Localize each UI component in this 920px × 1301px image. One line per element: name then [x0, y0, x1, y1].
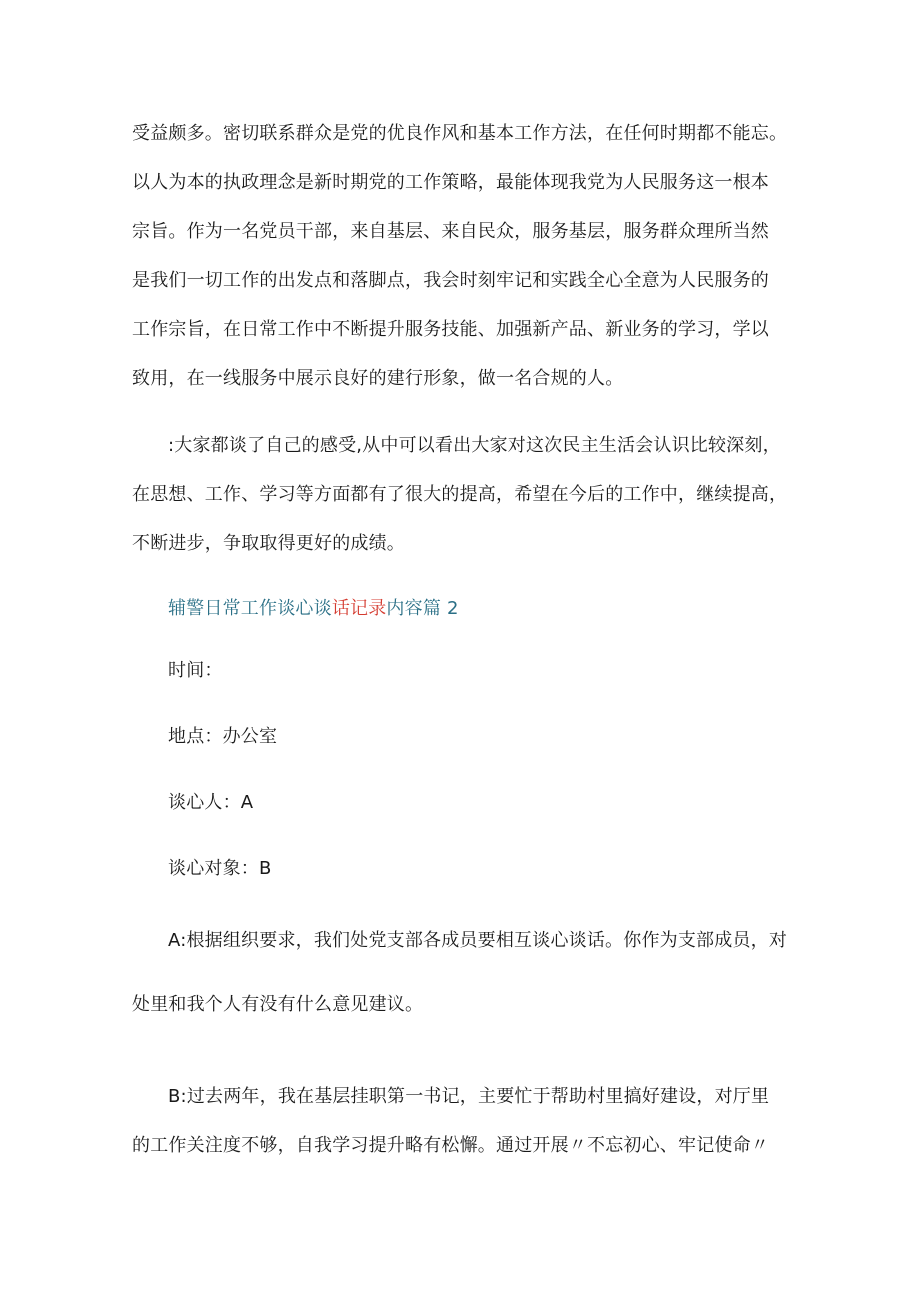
paragraph-3-line-2: 处里和我个人有没有什么意见建议。 [132, 994, 424, 1015]
paragraph-2-line-2: 在思想、工作、学习等方面都有了很大的提高，希望在今后的工作中，继续提高， [132, 484, 788, 505]
paragraph-1-line-6: 致用，在一线服务中展示良好的建行形象，做一名合规的人。 [132, 368, 624, 389]
heading-part-3: 内容篇 2 [386, 598, 459, 619]
paragraph-3-line-1: A:根据组织要求，我们处党支部各成员要相互谈心谈话。你作为支部成员，对 [168, 930, 788, 951]
meta-place: 地点：办公室 [168, 726, 278, 747]
paragraph-4-line-1: B:过去两年，我在基层挂职第一书记，主要忙于帮助村里搞好建设，对厅里 [168, 1086, 770, 1107]
paragraph-2-line-3: 不断进步，争取取得更好的成绩。 [132, 533, 405, 554]
paragraph-1-line-1: 受益颇多。密切联系群众是党的优良作风和基本工作方法，在任何时期都不能忘。 [132, 123, 788, 144]
meta-time: 时间： [168, 660, 223, 681]
meta-target: 谈心对象：B [168, 858, 272, 879]
section-heading [168, 597, 459, 621]
paragraph-4-line-2: 的工作关注度不够，自我学习提升略有松懈。通过开展〃不忘初心、牢记使命〃 [132, 1135, 769, 1156]
heading-part-1: 辅警日常工作谈心谈 [168, 598, 332, 619]
meta-talker: 谈心人：A [168, 792, 254, 813]
paragraph-1-line-2: 以人为本的执政理念是新时期党的工作策略，最能体现我党为人民服务这一根本 [132, 172, 769, 193]
paragraph-2-line-1: :大家都谈了自己的感受,从中可以看出大家对这次民主生活会认识比较深刻， [168, 435, 781, 456]
paragraph-1-line-5: 工作宗旨，在日常工作中不断提升服务技能、加强新产品、新业务的学习，学以 [132, 319, 769, 340]
paragraph-1-line-4: 是我们一切工作的出发点和落脚点，我会时刻牢记和实践全心全意为人民服务的 [132, 270, 769, 291]
paragraph-1-line-3: 宗旨。作为一名党员干部，来自基层、来自民众，服务基层，服务群众理所当然 [132, 221, 769, 242]
heading-part-2-highlight: 话记录 [331, 598, 387, 619]
